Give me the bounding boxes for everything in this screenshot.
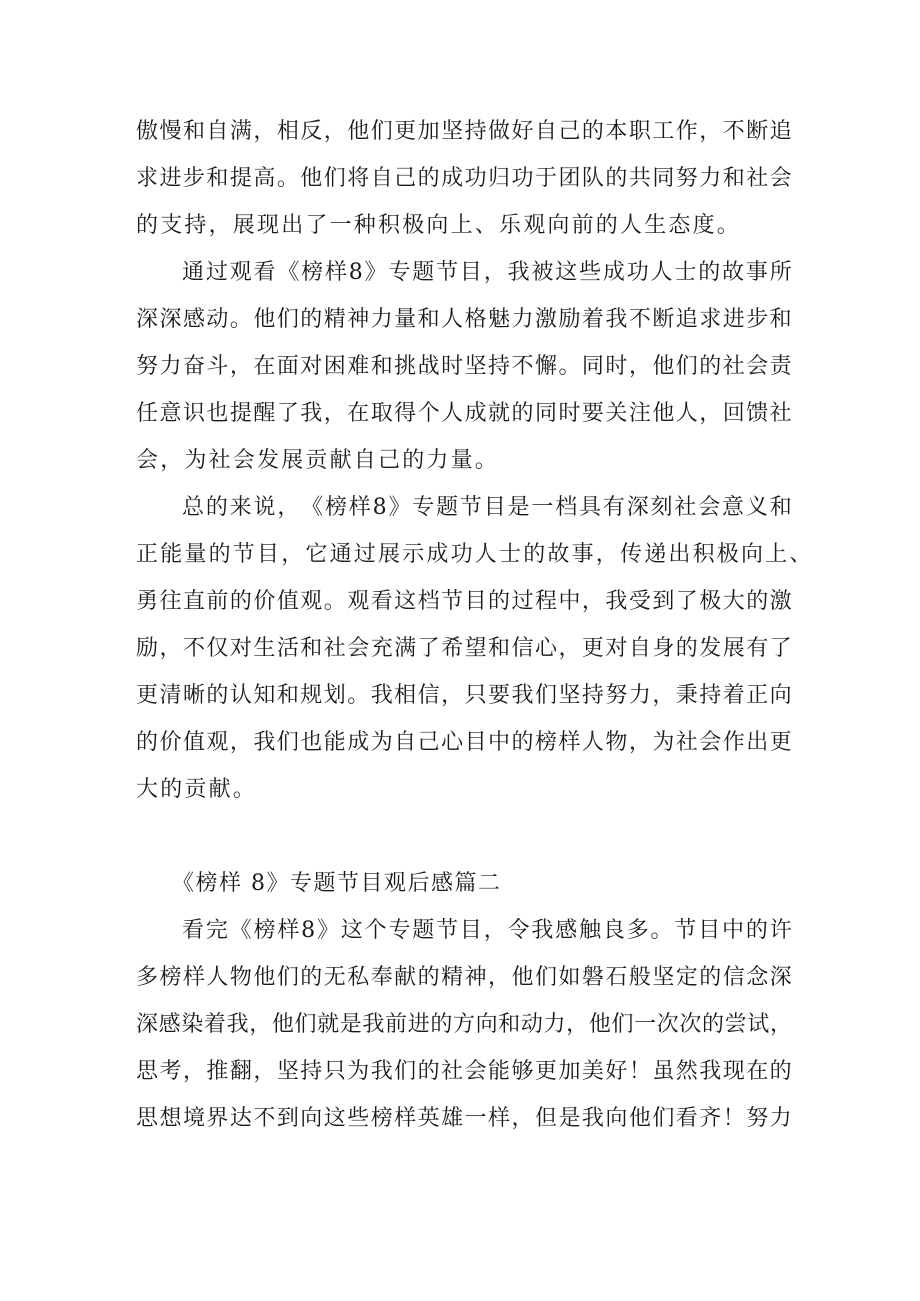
text-line: 傲 慢 和 自 满 ， 相 反 ， 他 们 更 加 坚 持 做 好 自 己 的 本 职 工 作 ， 不 断 追 bbox=[136, 119, 792, 144]
paragraph-2 bbox=[136, 249, 792, 484]
text-line: 努 力 奋 斗 ， 在 面 对 困 难 和 挑 战 时 坚 持 不 懈 。 同 时 ， 他 们 的 社 会 责 bbox=[136, 354, 792, 379]
text-line: 励 ， 不 仅 对 生 活 和 社 会 充 满 了 希 望 和 信 心 ， 更 对 自 身 的 发 展 有 了 bbox=[136, 636, 792, 661]
paragraph-4 bbox=[136, 907, 792, 1142]
text-line: 思 想 境 界 达 不 到 向 这 些 榜 样 英 雄 一 样 ， 但 是 我 向 他 们 看 齐 ！ 努 力 bbox=[136, 1106, 792, 1131]
text-line: 勇 往 直 前 的 价 值 观 。 观 看 这 档 节 目 的 过 程 中 ， 我 受 到 了 极 大 的 激 bbox=[136, 589, 792, 614]
paragraph-1 bbox=[136, 108, 792, 249]
text-line: 多 榜 样 人 物 他 们 的 无 私 奉 献 的 精 神 ， 他 们 如 磐 石 般 坚 定 的 信 念 深 bbox=[136, 965, 792, 990]
document-page bbox=[136, 108, 814, 1142]
blank-line bbox=[136, 813, 792, 860]
text-line: 更 清 晰 的 认 知 和 规 划 。 我 相 信 ， 只 要 我 们 坚 持 努 力 ， 秉 持 着 正 向 bbox=[136, 683, 792, 708]
text-line: 的支持，展现出了一种积极向上、乐观向前的人生态度。 bbox=[136, 213, 742, 238]
text-line: 思 考 ， 推 翻 ， 坚 持 只 为 我 们 的 社 会 能 够 更 加 美 好 ！ 虽 然 我 现 在 的 bbox=[136, 1059, 792, 1084]
text-line: 看 完 《 榜 样 8 》 这 个 专 题 节 目 ， 令 我 感 触 良 多 。 节 目 中 的 许 bbox=[182, 918, 792, 943]
text-line: 的 价 值 观 ， 我 们 也 能 成 为 自 己 心 目 中 的 榜 样 人 物 ， 为 社 会 作 出 更 bbox=[136, 730, 792, 755]
text-line: 会，为社会发展贡献自己的力量。 bbox=[136, 448, 500, 473]
text-line: 求 进 步 和 提 高 。 他 们 将 自 己 的 成 功 归 功 于 团 队 的 共 同 努 力 和 社 会 bbox=[136, 166, 792, 191]
text-line: 任 意 识 也 提 醒 了 我 ， 在 取 得 个 人 成 就 的 同 时 要 关 注 他 人 ， 回 馈 社 bbox=[136, 401, 792, 426]
text-line: 总 的 来 说 ， 《 榜 样 8 》 专 题 节 目 是 一 档 具 有 深 刻 社 会 意 义 和 bbox=[182, 495, 792, 520]
section-heading: 《榜样 8》专题节目观后感篇二 bbox=[172, 871, 502, 896]
text-line: 深 感 染 着 我 ， 他 们 就 是 我 前 进 的 方 向 和 动 力 ， 他 们 一 次 次 的 尝 试 ， bbox=[136, 1012, 792, 1037]
text-line: 深 深 感 动 。 他 们 的 精 神 力 量 和 人 格 魅 力 激 励 着 我 不 断 追 求 进 步 和 bbox=[136, 307, 792, 332]
text-line: 通 过 观 看 《 榜 样 8 》 专 题 节 目 ， 我 被 这 些 成 功 人 士 的 故 事 所 bbox=[182, 260, 792, 285]
text-line: 正能量的节目，它通过展示成功人士的故事，传递出积极向上、 bbox=[136, 542, 814, 567]
paragraph-3 bbox=[136, 484, 814, 813]
text-line: 大的贡献。 bbox=[136, 777, 258, 802]
